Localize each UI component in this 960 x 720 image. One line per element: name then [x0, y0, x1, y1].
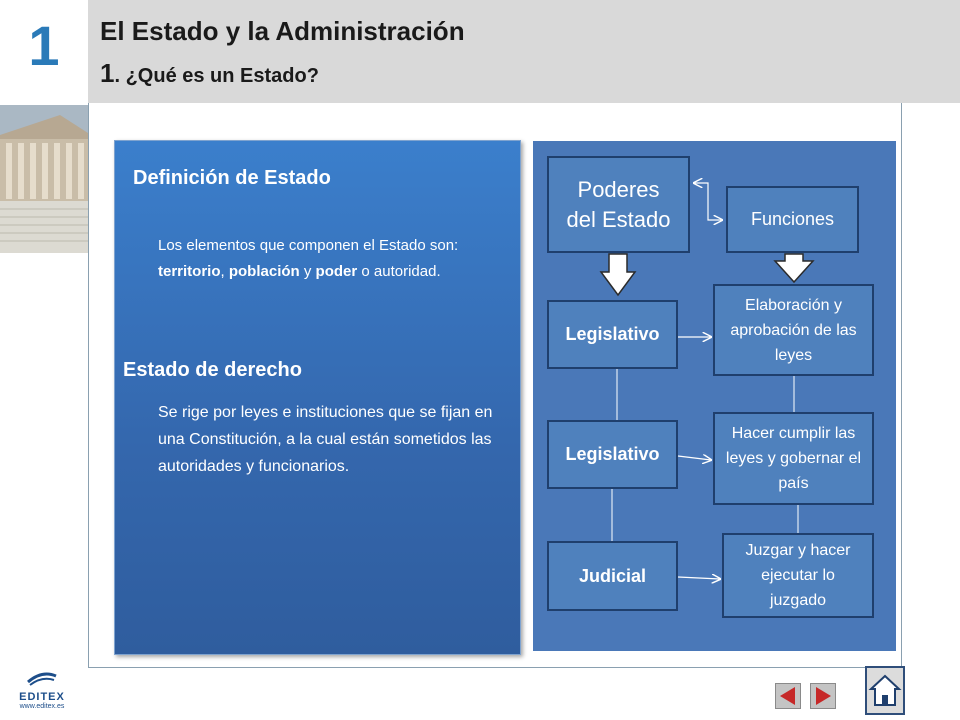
definicion-end: o autoridad.	[357, 263, 441, 280]
definition-panel	[114, 140, 521, 655]
definicion-intro: Los elementos que componen el Estado son:	[158, 237, 459, 254]
judicial-label: Judicial	[578, 565, 647, 586]
term-poder: poder	[315, 263, 358, 280]
editex-logo-url: www.editex.es	[19, 703, 65, 710]
editex-logo	[12, 668, 72, 714]
term-territorio: territorio	[158, 263, 221, 280]
separator-y: y	[299, 263, 316, 280]
term-poblacion: población	[228, 263, 300, 280]
poderes-label: Poderes del Estado	[566, 176, 671, 232]
subtitle-number: 1	[100, 58, 115, 88]
poderes-box	[547, 156, 690, 253]
previous-button[interactable]	[775, 683, 801, 709]
subtitle-text: . ¿Qué es un Estado?	[114, 65, 319, 87]
legislativo-label-1: Legislativo	[565, 324, 660, 344]
chapter-number: 1	[28, 14, 60, 77]
judicial-box	[547, 541, 678, 611]
definicion-heading: Definición de Estado	[133, 167, 331, 189]
funciones-label: Funciones	[750, 209, 835, 229]
definicion-text	[158, 233, 513, 285]
funcion-box-1	[713, 284, 874, 376]
editex-logo-text: EDITEX	[19, 691, 65, 703]
derecho-text: Se rige por leyes e instituciones que se fijan en una Constitución, a la cual están sometidos las autoridades y funcionarios.	[158, 404, 493, 475]
page-subtitle	[100, 58, 319, 89]
home-icon	[867, 668, 903, 713]
triangle-left-icon	[776, 684, 800, 708]
funcion-label-3: Juzgar y hacer ejecutar lo juzgado	[745, 542, 851, 609]
legislativo-box-2	[547, 420, 678, 489]
congress-building-image	[0, 105, 88, 253]
page-title: El Estado y la Administración	[100, 16, 465, 46]
funciones-box	[726, 186, 859, 253]
editex-logo-mark	[22, 668, 62, 686]
funcion-box-2	[713, 412, 874, 505]
legislativo-label-2: Legislativo	[565, 444, 660, 464]
funcion-label-1: Elaboración y aprobación de las leyes	[730, 296, 857, 364]
next-button[interactable]	[810, 683, 836, 709]
derecho-heading: Estado de derecho	[123, 359, 302, 381]
funcion-label-2: Hacer cumplir las leyes y gobernar el país	[725, 425, 862, 492]
funcion-box-3	[722, 533, 874, 618]
home-button[interactable]	[865, 666, 905, 715]
separator-comma: ,	[220, 263, 229, 280]
legislativo-box-1	[547, 300, 678, 369]
triangle-right-icon	[811, 684, 835, 708]
